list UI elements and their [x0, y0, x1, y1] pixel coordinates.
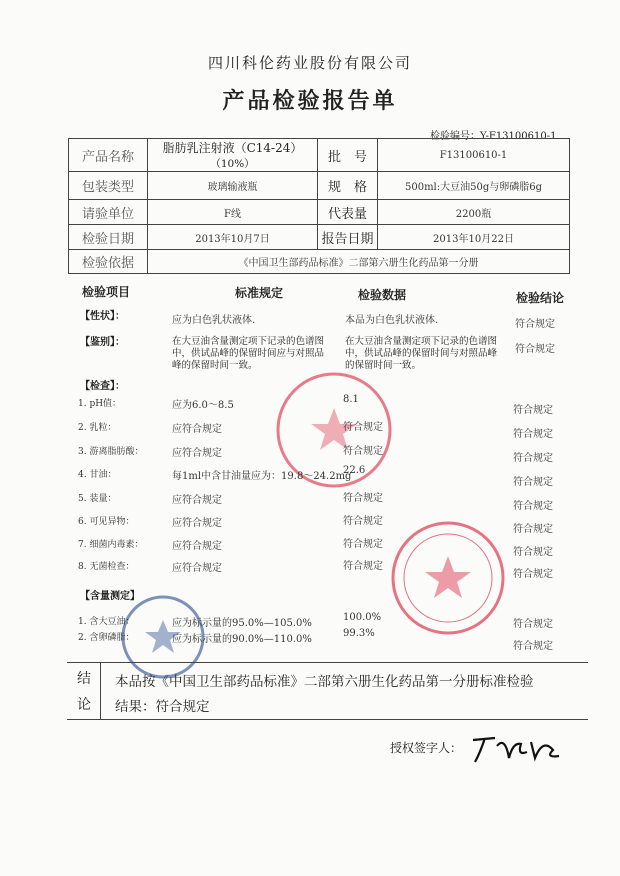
assay-label: 【含量测定】: [80, 591, 140, 602]
checks-item: 1. pH值：: [78, 399, 122, 409]
checks-data: 符合规定: [343, 516, 383, 527]
checks-data: 符合规定: [343, 539, 383, 550]
assays-data: 99.3%: [343, 628, 375, 639]
product-name-label: 产品名称: [69, 139, 148, 172]
conclusion-label-2: 论: [77, 697, 91, 713]
batch-label: 批 号: [318, 139, 378, 172]
checks-standard: 应符合规定: [172, 563, 222, 574]
character-conclusion: 符合规定: [515, 319, 555, 330]
test-date-label: 检验日期: [69, 225, 148, 250]
quantity-value: 2200瓶: [378, 200, 570, 225]
character-data: 本品为白色乳状液体.: [345, 315, 439, 326]
requester-label: 请验单位: [69, 200, 148, 225]
assays-conclusion: 符合规定: [513, 641, 553, 652]
package-value: 玻璃输液瓶: [148, 172, 318, 200]
identification-data: 在大豆油含量测定项下记录的色谱图中，供试品峰的保留时间与对照品峰的保留时间一致。: [345, 336, 498, 371]
basis-label: 检验依据: [69, 250, 148, 274]
header-conclusion: 检验结论: [516, 291, 565, 305]
spec-value: 500ml:大豆油50g与卵磷脂6g: [378, 172, 570, 200]
basis-value: 《中国卫生部药品标准》二部第六册生化药品第一分册: [148, 250, 570, 274]
report-number: 检验编号：Y-F13100610-1: [430, 131, 557, 142]
red-seal-stamp-2: [388, 518, 508, 638]
requester-value: F线: [148, 200, 318, 225]
check-label: 【检查】：: [80, 381, 125, 392]
assays-data: 100.0%: [343, 612, 382, 623]
checks-conclusion: 符合规定: [513, 547, 553, 558]
checks-item: 6. 可见异物：: [78, 517, 135, 527]
checks-item: 2. 乳粒：: [78, 423, 117, 433]
product-name-line-1: 脂肪乳注射液（C14-24）: [162, 141, 303, 155]
test-date-value: 2013年10月7日: [148, 225, 318, 250]
conclusion-line-1: 本品按《中国卫生部药品标准》二部第六册生化药品第一分册标准检验: [115, 674, 534, 690]
checks-conclusion: 符合规定: [513, 453, 553, 464]
assays-item: 1. 含大豆油：: [78, 617, 135, 627]
quantity-label: 代表量: [318, 200, 378, 225]
header-item: 检验项目: [82, 285, 131, 299]
checks-conclusion: 符合规定: [513, 405, 553, 416]
checks-data: 22.6: [343, 465, 366, 476]
checks-conclusion: 符合规定: [513, 429, 553, 440]
package-label: 包装类型: [69, 172, 148, 200]
handwritten-signature: [465, 728, 565, 768]
character-label: 【性状】：: [80, 311, 125, 322]
checks-item: 5. 装量：: [78, 494, 117, 504]
checks-data: 符合规定: [343, 493, 383, 504]
checks-conclusion: 符合规定: [513, 524, 553, 535]
identification-label: 【鉴别】：: [80, 337, 125, 348]
conclusion-label-1: 结: [77, 671, 91, 687]
checks-data: 符合规定: [343, 422, 383, 433]
checks-standard: 应为6.0～8.5: [172, 400, 234, 411]
checks-conclusion: 符合规定: [513, 477, 553, 488]
checks-data: 符合规定: [343, 446, 383, 457]
checks-standard: 应符合规定: [172, 448, 222, 459]
checks-conclusion: 符合规定: [513, 569, 553, 580]
checks-standard: 应符合规定: [172, 541, 222, 552]
assays-conclusion: 符合规定: [513, 619, 553, 630]
checks-conclusion: 符合规定: [513, 501, 553, 512]
batch-value: F13100610-1: [378, 139, 570, 172]
report-date-value: 2013年10月22日: [378, 225, 570, 250]
conclusion-divider: [100, 663, 101, 719]
assays-item: 2. 含卵磷脂：: [78, 633, 135, 643]
checks-standard: 每1ml中含甘油量应为：19.8～24.2mg: [172, 471, 352, 482]
header-data: 检验数据: [358, 288, 407, 302]
checks-item: 3. 游离脂肪酸：: [78, 447, 144, 457]
product-name: [148, 139, 318, 172]
identification-standard: 在大豆油含量测定项下记录的色谱图中，供试品峰的保留时间应与对照品峰的保留时间一致。: [172, 336, 325, 371]
checks-data: 符合规定: [343, 561, 383, 572]
header-standard: 标准规定: [235, 286, 284, 300]
product-info-table: [68, 138, 570, 274]
assays-standard: 应为标示量的90.0%—110.0%: [172, 634, 312, 645]
product-name-line-2: （10%）: [210, 158, 255, 170]
signature-label: 授权签字人：: [390, 741, 463, 755]
character-standard: 应为白色乳状液体.: [172, 315, 256, 326]
conclusion-line-2: 结果：符合规定: [115, 699, 210, 715]
checks-standard: 应符合规定: [172, 495, 222, 506]
report-date-label: 报告日期: [318, 225, 378, 250]
checks-item: 4. 甘油：: [78, 470, 117, 480]
checks-item: 7. 细菌内毒素：: [78, 540, 144, 550]
checks-standard: 应符合规定: [172, 424, 222, 435]
conclusion-box: [67, 662, 588, 720]
identification-conclusion: 符合规定: [515, 344, 555, 355]
assays-standard: 应为标示量的95.0%—105.0%: [172, 618, 312, 629]
report-title: 产品检验报告单: [222, 89, 398, 114]
checks-item: 8. 无菌检查：: [78, 562, 135, 572]
company-name: 四川科伦药业股份有限公司: [207, 54, 412, 72]
checks-data: 8.1: [343, 394, 359, 405]
checks-standard: 应符合规定: [172, 518, 222, 529]
spec-label: 规 格: [318, 172, 378, 200]
